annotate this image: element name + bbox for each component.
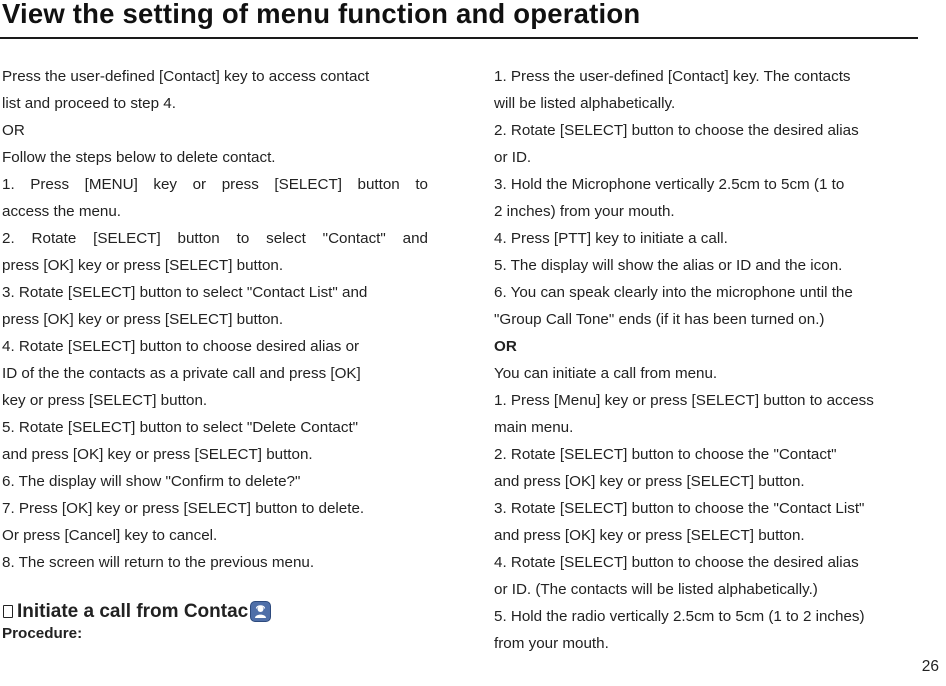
step-line: Or press [Cancel] key to cancel. xyxy=(2,527,218,544)
page-title: View the setting of menu function and operation xyxy=(2,0,641,29)
section-spacer xyxy=(2,576,428,598)
step-line: and press [OK] key or press [SELECT] button. xyxy=(494,473,805,490)
step-line: access the menu. xyxy=(2,203,122,220)
paragraph-line: Press the user-defined [Contact] key to access contact xyxy=(2,68,370,85)
step-line: 7. Press [OK] key or press [SELECT] button to delete. xyxy=(2,500,365,517)
step-line: press [OK] key or press [SELECT] button. xyxy=(2,257,284,274)
procedure-label: Procedure: xyxy=(2,625,83,642)
right-column xyxy=(494,63,920,657)
step-line: will be listed alphabetically. xyxy=(494,95,676,112)
page-number: 26 xyxy=(921,658,939,675)
section-heading xyxy=(2,598,428,624)
step-line: 8. The screen will return to the previous menu. xyxy=(2,554,315,571)
paragraph-line: Follow the steps below to delete contact. xyxy=(2,149,276,166)
step-line: 5. Rotate [SELECT] button to select "Delete Contact" xyxy=(2,419,359,436)
step-line: "Group Call Tone" ends (if it has been turned on.) xyxy=(494,311,825,328)
step-line: 2. Rotate [SELECT] button to choose the "Contact" xyxy=(494,446,837,463)
step-line: 1. Press [MENU] key or press [SELECT] button to xyxy=(2,176,428,193)
paragraph-line: OR xyxy=(2,122,25,139)
step-line: 2. Rotate [SELECT] button to choose the desired alias xyxy=(494,122,859,139)
step-line: and press [OK] key or press [SELECT] button. xyxy=(494,527,805,544)
or-separator: OR xyxy=(494,338,517,355)
step-line: 2 inches) from your mouth. xyxy=(494,203,675,220)
step-line: 3. Rotate [SELECT] button to select "Contact List" and xyxy=(2,284,368,301)
step-line: 4. Rotate [SELECT] button to choose desired alias or xyxy=(2,338,360,355)
step-line: 6. You can speak clearly into the microphone until the xyxy=(494,284,853,301)
step-line: 4. Rotate [SELECT] button to choose the desired alias xyxy=(494,554,859,571)
step-line: 6. The display will show "Confirm to delete?" xyxy=(2,473,301,490)
paragraph-line: You can initiate a call from menu. xyxy=(494,365,718,382)
step-line: 3. Hold the Microphone vertically 2.5cm to 5cm (1 to xyxy=(494,176,845,193)
step-line: or ID. xyxy=(494,149,532,166)
step-line: from your mouth. xyxy=(494,635,609,652)
section-heading-text: Initiate a call from Contac xyxy=(17,600,249,622)
step-line: key or press [SELECT] button. xyxy=(2,392,208,409)
step-line: 2. Rotate [SELECT] button to select "Contact" and xyxy=(2,230,428,247)
step-line: 4. Press [PTT] key to initiate a call. xyxy=(494,230,728,247)
document-icon xyxy=(3,605,13,618)
step-line: press [OK] key or press [SELECT] button. xyxy=(2,311,284,328)
step-line: ID of the the contacts as a private call and press [OK] xyxy=(2,365,361,382)
step-line: main menu. xyxy=(494,419,574,436)
contact-person-icon xyxy=(250,601,271,622)
left-column xyxy=(2,63,428,644)
title-divider xyxy=(0,37,918,39)
step-line: 1. Press [Menu] key or press [SELECT] button to access xyxy=(494,392,874,409)
step-line: and press [OK] key or press [SELECT] button. xyxy=(2,446,313,463)
step-line: 1. Press the user-defined [Contact] key. The contacts xyxy=(494,68,851,85)
step-line: or ID. (The contacts will be listed alphabetically.) xyxy=(494,581,818,598)
step-line: 5. Hold the radio vertically 2.5cm to 5cm (1 to 2 inches) xyxy=(494,608,865,625)
step-line: 5. The display will show the alias or ID and the icon. xyxy=(494,257,843,274)
step-line: 3. Rotate [SELECT] button to choose the "Contact List" xyxy=(494,500,865,517)
paragraph-line: list and proceed to step 4. xyxy=(2,95,176,112)
